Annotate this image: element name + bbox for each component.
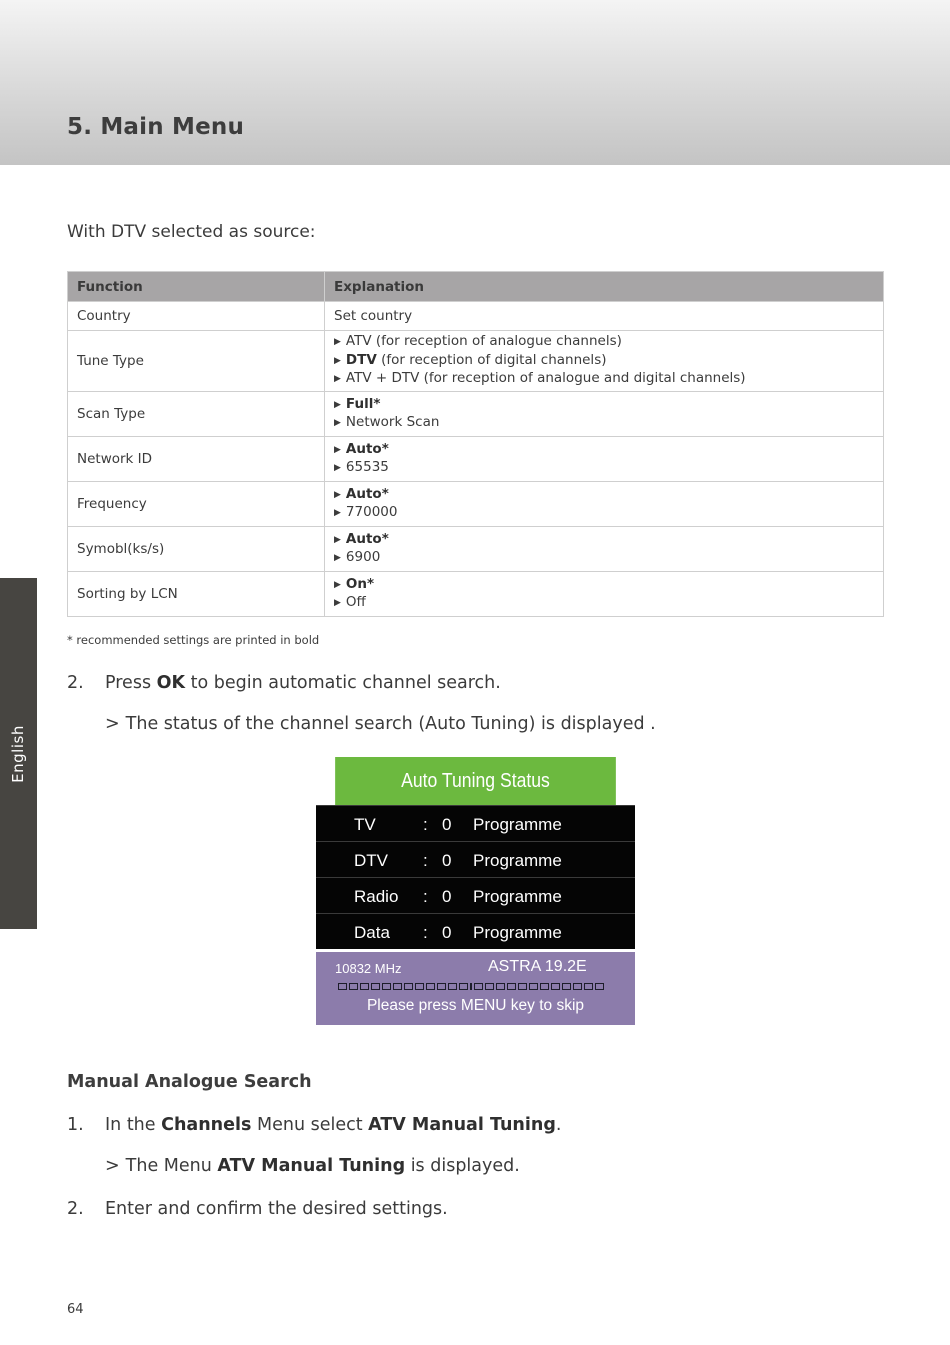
tuning-row-unit: Programme [473,815,562,834]
tuning-row-radio [316,877,635,913]
result-menu-name: ATV Manual Tuning [217,1156,406,1176]
progress-segment [360,983,369,990]
auto-tuning-status-panel [316,757,635,1025]
tuning-row-count: 0 [442,851,452,870]
progress-segment [595,983,604,990]
step-text: . [555,1115,562,1135]
progress-segment [529,983,538,990]
option-item [334,441,874,460]
option-text: 65535 [345,459,389,475]
option-bold: Full* [345,395,381,412]
option-text: ATV + DTV (for reception of analogue and digital channels) [345,370,746,387]
tuning-progress-bar [338,983,604,990]
section-heading: Manual Analogue Search [67,1072,312,1092]
triangle-bullet-icon: ▶ [334,463,341,473]
page-number: 64 [67,1302,84,1317]
table-row [68,437,884,482]
option-text: Network Scan [345,414,440,430]
tuning-row-label: DTV [354,851,388,870]
progress-segment [551,983,560,990]
progress-segment [474,983,483,990]
manual-step-1-result [105,1156,520,1176]
option-item [334,504,874,523]
option-item [334,333,874,352]
explanation-cell [325,331,884,392]
triangle-bullet-icon: ▶ [334,355,341,366]
option-item [334,370,874,389]
step-key: OK [156,673,186,693]
tuning-row-label: Radio [354,887,399,906]
tuning-panel-title: Auto Tuning Status [335,757,616,805]
progress-segment [573,983,582,990]
function-cell: Frequency [68,482,325,527]
tuning-panel-footer [316,952,635,1025]
table-row [68,527,884,572]
step-menu-item: ATV Manual Tuning [368,1115,556,1135]
triangle-bullet-icon: ▶ [334,598,341,608]
option-item [334,414,874,433]
tuning-row-data [316,913,635,949]
triangle-bullet-icon: ▶ [334,579,341,590]
progress-marker [470,983,472,990]
tuning-row-colon: : [423,887,428,906]
explanation-cell [325,392,884,437]
triangle-bullet-icon: ▶ [334,553,341,563]
progress-segment [338,983,347,990]
step-number: 2. [67,673,84,693]
option-item [334,549,874,568]
tuning-row-count: 0 [442,923,452,942]
progress-segment [404,983,413,990]
progress-segment [584,983,593,990]
step-menu-name: Channels [161,1115,252,1135]
progress-segment [415,983,424,990]
option-item [334,486,874,505]
explanation-cell [325,572,884,617]
table-header-row [68,272,884,302]
tuning-row-unit: Programme [473,923,562,942]
tuning-row-count: 0 [442,887,452,906]
progress-segment [562,983,571,990]
tuning-row-dtv [316,841,635,877]
tuning-row-label: TV [354,815,376,834]
step-text: Press [105,673,157,693]
skip-hint: Please press MENU key to skip [366,997,585,1014]
triangle-bullet-icon: ▶ [334,508,341,518]
option-text: 770000 [345,504,398,520]
option-item [334,352,874,371]
function-cell: Country [68,302,325,331]
explanation-cell [325,527,884,572]
step-2-instruction [67,673,501,693]
progress-segment [540,983,549,990]
tuning-row-colon: : [423,815,428,834]
progress-segment [393,983,402,990]
explanation-cell [325,437,884,482]
progress-segment [349,983,358,990]
progress-segment [507,983,516,990]
option-item [334,459,874,478]
option-text: ATV (for reception of analogue channels) [345,333,622,350]
explanation-cell [325,482,884,527]
function-cell: Tune Type [68,331,325,392]
function-cell: Sorting by LCN [68,572,325,617]
function-table [67,271,884,617]
progress-segment [459,983,468,990]
option-item [334,594,874,613]
option-bold: Auto* [345,440,389,457]
option-item [334,396,874,415]
progress-segment [437,983,446,990]
step-text: Enter and confirm the desired settings. [105,1199,448,1219]
intro-text: With DTV selected as source: [67,222,316,242]
step-2-result [105,714,656,734]
table-row [68,572,884,617]
option-bold: On* [345,575,375,592]
option-bold: DTV [345,351,377,368]
tuning-row-unit: Programme [473,887,562,906]
page-title: 5. Main Menu [67,114,245,140]
result-text: The status of the channel search (Auto Tuning) is displayed . [125,714,656,734]
column-header-explanation: Explanation [325,272,884,302]
step-number: 1. [67,1115,84,1135]
triangle-bullet-icon: ▶ [334,399,341,410]
tuning-row-count: 0 [442,815,452,834]
progress-segment [371,983,380,990]
option-item [334,576,874,595]
table-row [68,331,884,392]
table-row [68,302,884,331]
language-tab-label: English [9,725,27,783]
step-text: In the [105,1115,162,1135]
progress-segment [518,983,527,990]
option-item [334,531,874,550]
triangle-bullet-icon: ▶ [334,418,341,428]
triangle-bullet-icon: ▶ [334,489,341,500]
option-text: 6900 [345,549,381,565]
tuning-row-colon: : [423,923,428,942]
triangle-bullet-icon: ▶ [334,534,341,545]
tuning-row-label: Data [354,923,390,942]
manual-step-1 [67,1115,561,1135]
option-text: (for reception of digital channels) [376,351,607,368]
progress-segment [448,983,457,990]
option-text: Off [345,594,366,610]
footnote: * recommended settings are printed in bold [67,633,320,647]
function-cell: Scan Type [68,392,325,437]
progress-segment [485,983,494,990]
progress-segment [496,983,505,990]
step-text: to begin automatic channel search. [185,673,501,693]
step-text: Menu select [251,1115,369,1135]
table-row [68,482,884,527]
progress-segment [426,983,435,990]
frequency-readout: 10832 MHz [335,961,402,976]
function-cell: Network ID [68,437,325,482]
satellite-name: ASTRA 19.2E [488,958,587,975]
step-number: 2. [67,1199,84,1219]
triangle-bullet-icon: ▶ [334,337,341,348]
tuning-row-colon: : [423,851,428,870]
explanation-cell: Set country [325,302,884,331]
result-text: is displayed. [405,1156,520,1176]
tuning-row-tv [316,805,635,841]
option-bold: Auto* [345,485,389,502]
result-text: The Menu [125,1156,218,1176]
column-header-function: Function [68,272,325,302]
header-band [0,0,950,165]
option-bold: Auto* [345,530,389,547]
progress-segment [382,983,391,990]
result-arrow-icon: > [105,714,120,734]
function-cell: Symobl(ks/s) [68,527,325,572]
manual-step-2 [67,1199,448,1219]
tuning-row-unit: Programme [473,851,562,870]
triangle-bullet-icon: ▶ [334,444,341,455]
triangle-bullet-icon: ▶ [334,374,341,385]
result-arrow-icon: > [105,1156,120,1176]
table-row [68,392,884,437]
